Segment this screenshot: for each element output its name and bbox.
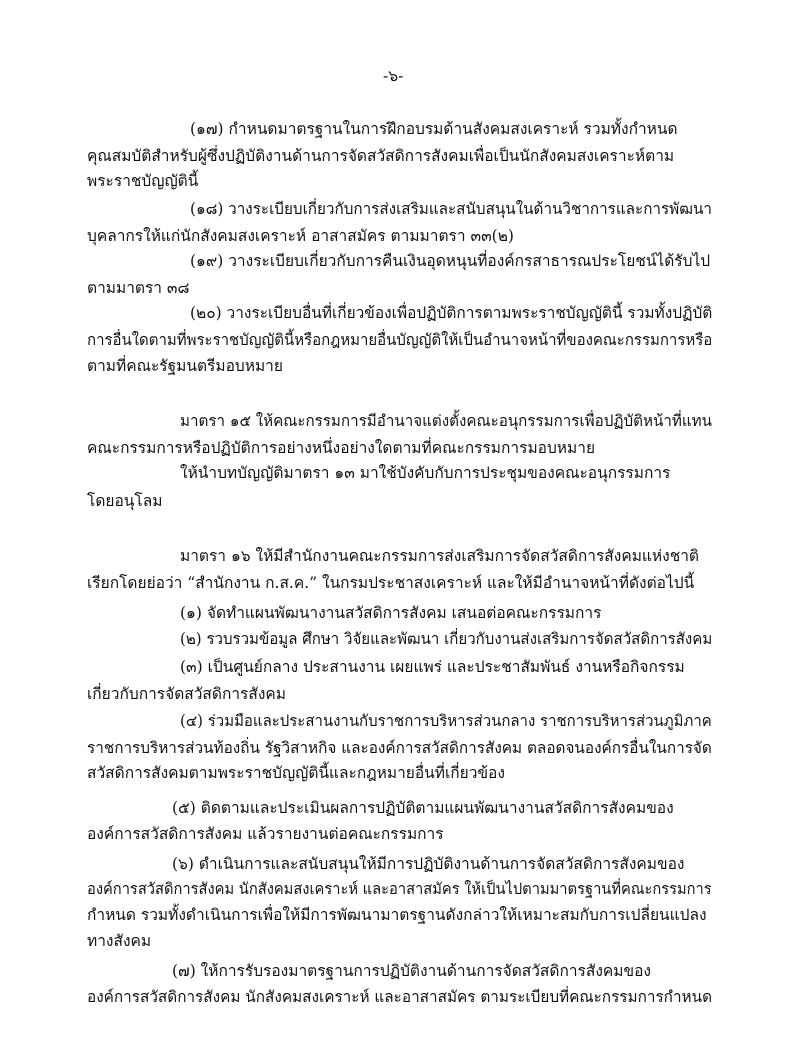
text-line: คณะกรรมการหรือปฏิบัติการอย่างหนึ่งอย่างใดตามที่คณะกรรมการมอบหมาย — [87, 439, 596, 457]
text-line: บุคลากรให้แก่นักสังคมสงเคราะห์ อาสาสมัคร ตามมาตรา ๓๓(๒) — [87, 227, 514, 245]
text-line: ตามที่คณะรัฐมนตรีมอบหมาย — [87, 357, 283, 375]
text-line: คุณสมบัติสำหรับผู้ซึ่งปฏิบัติงานด้านการจัดสวัสดิการสังคมเพื่อเป็นนักสังคมสงเคราะห์ตาม — [87, 147, 675, 165]
text-line: (๑๘) วางระเบียบเกี่ยวกับการส่งเสริมและสนับสนุนในด้านวิชาการและการพัฒนา — [190, 200, 712, 218]
text-line: มาตรา ๑๖ ให้มีสำนักงานคณะกรรมการส่งเสริมการจัดสวัสดิการสังคมแห่งชาติ — [180, 547, 699, 565]
page-number: -๖- — [383, 67, 404, 85]
text-line: องค์การสวัสดิการสังคม แล้วรายงานต่อคณะกรรมการ — [87, 825, 444, 843]
text-line: โดยอนุโลม — [87, 492, 163, 510]
text-line: ทางสังคม — [87, 932, 152, 950]
text-line: (๓) เป็นศูนย์กลาง ประสานงาน เผยแพร่ และประชาสัมพันธ์ งานหรือกิจกรรม — [180, 658, 685, 676]
text-line: (๔) ร่วมมือและประสานงานกับราชการบริหารส่วนกลาง ราชการบริหารส่วนภูมิภาค — [180, 712, 712, 730]
text-line: องค์การสวัสดิการสังคม นักสังคมสงเคราะห์ และอาสาสมัคร ตามระเบียบที่คณะกรรมการกำหนด — [87, 988, 713, 1006]
text-line: พระราชบัญญัตินี้ — [87, 172, 199, 190]
text-line: เรียกโดยย่อว่า “สำนักงาน ก.ส.ค.” ในกรมประชาสงเคราะห์ และให้มีอำนาจหน้าที่ดังต่อไปนี้ — [87, 574, 695, 592]
text-line: ตามมาตรา ๓๘ — [87, 279, 190, 297]
text-line: (๑) จัดทำแผนพัฒนางานสวัสดิการสังคม เสนอต่อคณะกรรมการ — [180, 604, 602, 622]
text-line: การอื่นใดตามที่พระราชบัญญัตินี้หรือกฎหมายอื่นบัญญัติให้เป็นอำนาจหน้าที่ของคณะกรรมการหรือ — [87, 331, 713, 349]
text-line: องค์การสวัสดิการสังคม นักสังคมสงเคราะห์ และอาสาสมัคร ให้เป็นไปตามมาตรฐานที่คณะกรรมการ — [87, 880, 712, 898]
text-line: (๑๗) กำหนดมาตรฐานในการฝึกอบรมด้านสังคมสงเคราะห์ รวมทั้งกำหนด — [190, 120, 678, 138]
text-line: เกี่ยวกับการจัดสวัสดิการสังคม — [87, 685, 286, 703]
text-line: (๒) รวบรวมข้อมูล ศึกษา วิจัยและพัฒนา เกี่ยวกับงานส่งเสริมการจัดสวัสดิการสังคม — [180, 630, 713, 648]
text-line: ให้นำบทบัญญัติมาตรา ๑๓ มาใช้บังคับกับการประชุมของคณะอนุกรรมการ — [180, 464, 671, 482]
text-line: (๑๙) วางระเบียบเกี่ยวกับการคืนเงินอุดหนุนที่องค์กรสาธารณประโยชน์ได้รับไป — [190, 252, 711, 270]
text-line: สวัสดิการสังคมตามพระราชบัญญัตินี้และกฎหมายอื่นที่เกี่ยวข้อง — [87, 764, 505, 782]
text-line: กำหนด รวมทั้งดำเนินการเพื่อให้มีการพัฒนามาตรฐานดังกล่าวให้เหมาะสมกับการเปลี่ยนแปลง — [87, 906, 707, 924]
text-line: (๕) ติดตามและประเมินผลการปฏิบัติตามแผนพัฒนางานสวัสดิการสังคมของ — [172, 799, 674, 817]
text-line: (๗) ให้การรับรองมาตรฐานการปฏิบัติงานด้านการจัดสวัสดิการสังคมของ — [172, 962, 651, 980]
text-line: ราชการบริหารส่วนท้องถิ่น รัฐวิสาหกิจ และองค์การสวัสดิการสังคม ตลอดจนองค์กรอื่นในการจัด — [87, 739, 712, 757]
text-line: มาตรา ๑๕ ให้คณะกรรมการมีอำนาจแต่งตั้งคณะอนุกรรมการเพื่อปฏิบัติหน้าที่แทน — [180, 412, 712, 430]
text-line: (๖) ดำเนินการและสนับสนุนให้มีการปฏิบัติงานด้านการจัดสวัสดิการสังคมของ — [172, 855, 685, 873]
text-line: (๒๐) วางระเบียบอื่นที่เกี่ยวข้องเพื่อปฏิบัติการตามพระราชบัญญัตินี้ รวมทั้งปฏิบัติ — [190, 304, 713, 322]
